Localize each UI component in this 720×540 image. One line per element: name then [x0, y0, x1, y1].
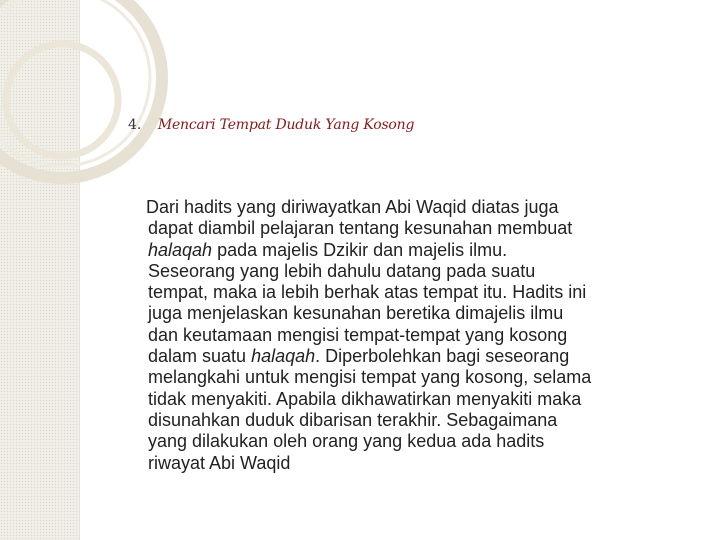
slide-heading — [128, 117, 414, 133]
heading-title: Mencari Tempat Duduk Yang Kosong — [157, 117, 415, 133]
text-segment: dan keutamaan mengisi tempat-tempat yang kosong — [148, 324, 568, 345]
italic-term: halaqah — [148, 239, 213, 260]
decorative-sidebar — [0, 0, 80, 540]
paragraph-line — [128, 218, 700, 239]
paragraph-line — [128, 453, 700, 474]
paragraph-line — [128, 367, 700, 388]
paragraph-line — [128, 389, 700, 410]
body-paragraph — [128, 197, 700, 474]
text-segment: disunahkan duduk dibarisan terakhir. Sebagaimana — [148, 409, 558, 430]
text-segment: dalam suatu — [148, 346, 252, 367]
paragraph-line — [128, 261, 700, 282]
heading-number: 4. — [128, 117, 142, 133]
text-segment: . Diperbolehkan bagi seseorang — [315, 346, 570, 367]
paragraph-line — [128, 303, 700, 324]
paragraph-line — [128, 346, 700, 367]
paragraph-line — [128, 240, 700, 261]
text-segment: yang dilakukan oleh orang yang kedua ada hadits — [148, 431, 545, 452]
text-segment: dapat diambil pelajaran tentang kesunahan membuat — [148, 218, 573, 239]
text-segment: pada majelis Dzikir dan majelis ilmu. — [212, 239, 508, 260]
text-segment: melangkahi untuk mengisi tempat yang kosong, selama — [148, 367, 592, 388]
text-segment: Dari hadits yang diriwayatkan Abi Waqid diatas juga — [146, 197, 559, 217]
paragraph-line — [128, 282, 700, 303]
text-segment: Seseorang yang lebih dahulu datang pada suatu — [148, 260, 536, 281]
paragraph-line — [128, 410, 700, 431]
text-segment: tempat, maka ia lebih berhak atas tempat itu. Hadits ini — [148, 282, 587, 303]
paragraph-line — [128, 197, 700, 218]
paragraph-line — [128, 431, 700, 452]
text-segment: tidak menyakiti. Apabila dikhawatirkan menyakiti maka — [148, 388, 582, 409]
paragraph-line — [128, 325, 700, 346]
text-segment: riwayat Abi Waqid — [148, 452, 291, 473]
italic-term: halaqah — [251, 346, 316, 367]
text-segment: juga menjelaskan kesunahan beretika dimajelis ilmu — [148, 303, 564, 324]
